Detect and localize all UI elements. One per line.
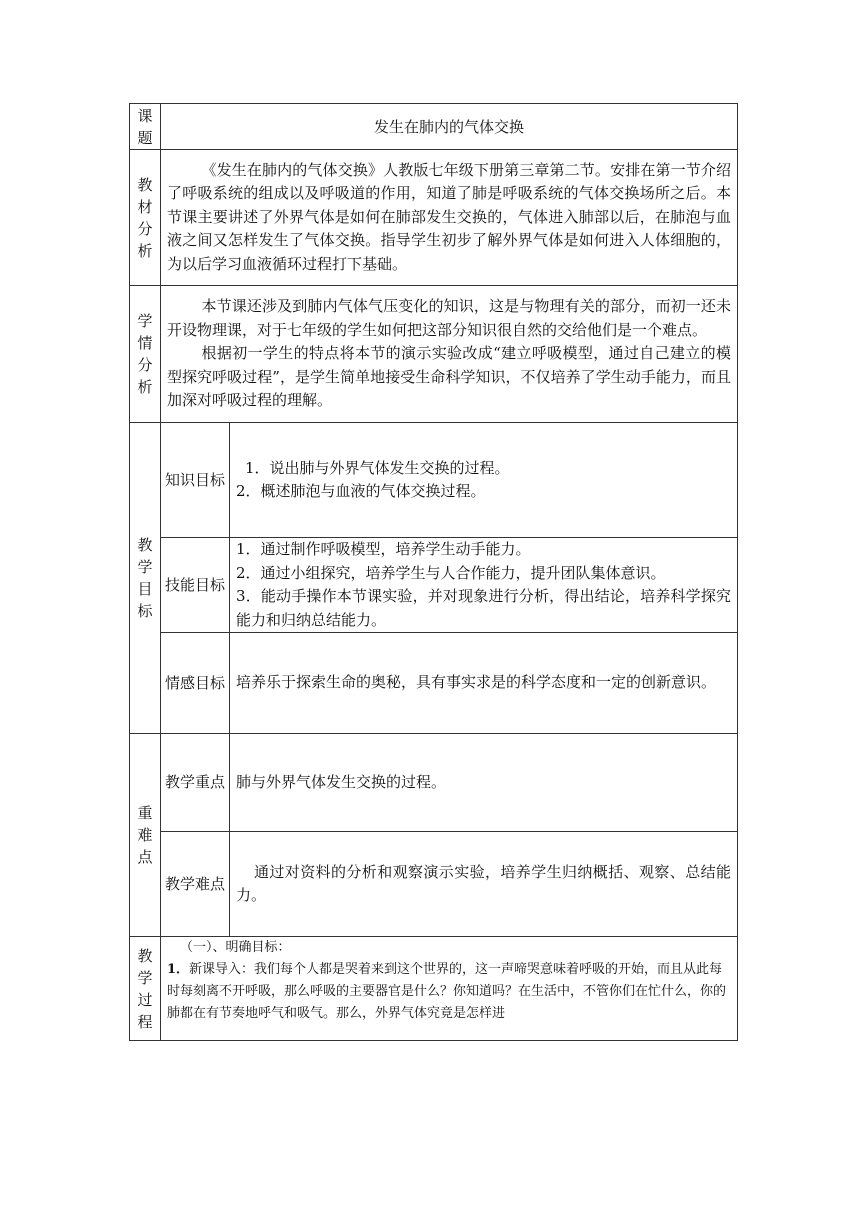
- emotion-row: [130, 633, 738, 734]
- focus-text: 肺与外界气体发生交换的过程。: [230, 734, 738, 832]
- goals-label: 教 学 目 标: [130, 423, 161, 734]
- knowledge-text: 1．说出肺与外界气体发生交换的过程。 2．概述肺泡与血液的气体交换过程。: [230, 423, 738, 538]
- material-row: [130, 150, 738, 286]
- process-label: 教 学 过 程: [130, 937, 161, 1041]
- skill-label: 技能目标: [161, 538, 230, 633]
- process-heading: （一）、明确目标：: [180, 940, 291, 955]
- process-text: [161, 937, 738, 1041]
- title-label: 课 题: [130, 104, 161, 150]
- difficulty-row: [130, 832, 738, 937]
- lesson-title: 发生在肺内的气体交换: [161, 104, 738, 150]
- knowledge-row: [130, 423, 738, 538]
- difficulty-label: 教学难点: [161, 832, 230, 937]
- focus-label: 教学重点: [161, 734, 230, 832]
- knowledge-label: 知识目标: [161, 423, 230, 538]
- emotion-text: 培养乐于探索生命的奥秘，具有事实求是的科学态度和一定的创新意识。: [230, 633, 738, 734]
- process-paragraph: 1．新课导入：我们每个人都是哭着来到这个世界的，这一声啼哭意味着呼吸的开始，而且从此每时每刻离不开呼吸，那么呼吸的主要器官是什么？你知道吗？在生活中，不管你们在忙什么，你的肺都在有节奏地呼气和吸气。那么，外界气体究竟是怎样进: [167, 962, 727, 1021]
- material-text: 《发生在肺内的气体交换》人教版七年级下册第三章第二节。安排在第一节介绍了呼吸系统的组成以及呼吸道的作用，知道了肺是呼吸系统的气体交换场所之后。本节课主要讲述了外界气体是如何在肺部发生交换的，气体进入肺部以后，在肺泡与血液之间又怎样发生了气体交换。指导学生初步了解外界气体是如何进入人体细胞的，为以后学习血液循环过程打下基础。: [161, 150, 738, 286]
- student-label: 学 情 分 析: [130, 286, 161, 423]
- emotion-label: 情感目标: [161, 633, 230, 734]
- student-row: [130, 286, 738, 423]
- lesson-plan-table: [129, 103, 738, 1041]
- skill-text: 1．通过制作呼吸模型，培养学生动手能力。 2．通过小组探究，培养学生与人合作能力，提升团队集体意识。 3．能动手操作本节课实验，并对现象进行分析，得出结论，培养科学探究能力和归纳总结能力。: [230, 538, 738, 633]
- student-paragraph-2: 根据初一学生的特点将本节的演示实验改成“建立呼吸模型，通过自己建立的模型探究呼吸过程”，是学生简单地接受生命科学知识，不仅培养了学生动手能力，而且加深对呼吸过程的理解。: [167, 344, 731, 410]
- difficulty-text: 通过对资料的分析和观察演示实验，培养学生归纳概括、观察、总结能力。: [230, 832, 738, 937]
- process-row: [130, 937, 738, 1041]
- skill-row: [130, 538, 738, 633]
- student-paragraph-1: 本节课还涉及到肺内气体气压变化的知识，这是与物理有关的部分，而初一还未开设物理课，对于七年级的学生如何把这部分知识很自然的交给他们是一个难点。: [167, 297, 731, 339]
- key-points-label: 重 难 点: [130, 734, 161, 937]
- student-text: [161, 286, 738, 423]
- focus-row: [130, 734, 738, 832]
- material-label: 教 材 分 析: [130, 150, 161, 286]
- title-row: [130, 104, 738, 150]
